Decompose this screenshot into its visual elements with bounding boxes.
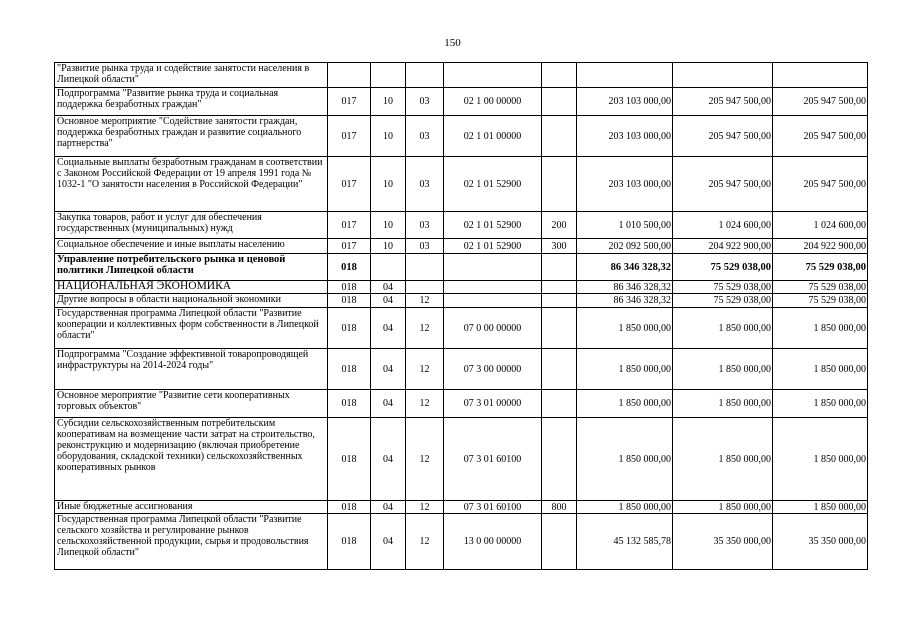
table-row (55, 308, 868, 349)
amount-year-1: 1 850 000,00 (577, 308, 673, 349)
expense-type-code: 200 (542, 212, 577, 239)
target-article-code: 02 1 00 00000 (444, 88, 542, 116)
subsection-code: 03 (406, 116, 444, 157)
row-name: Другие вопросы в области национальной экономики (55, 294, 328, 308)
target-article-code: 02 1 01 52900 (444, 212, 542, 239)
row-name: Закупка товаров, работ и услуг для обеспечения государственных (муниципальных) нужд (55, 212, 328, 239)
expense-type-code (542, 514, 577, 570)
section-code (371, 63, 406, 88)
amount-year-3: 205 947 500,00 (773, 116, 868, 157)
amount-year-3: 35 350 000,00 (773, 514, 868, 570)
amount-year-3: 205 947 500,00 (773, 157, 868, 212)
target-article-code: 02 1 01 00000 (444, 116, 542, 157)
row-name: Социальные выплаты безработным гражданам в соответствии с Законом Российской Федерации от 19 апреля 1991 года № 1032-1 "О занятости населения в Российской Федерации" (55, 157, 328, 212)
ministry-code: 018 (328, 254, 371, 281)
table-row (55, 281, 868, 294)
subsection-code: 03 (406, 212, 444, 239)
row-name: Основное мероприятие "Содействие занятости граждан, поддержка безработных граждан и развитие социального партнерства" (55, 116, 328, 157)
row-name: Государственная программа Липецкой области "Развитие сельского хозяйства и регулирование рынков сельскохозяйственной продукции, сырья и продовольствия Липецкой области" (55, 514, 328, 570)
ministry-code: 018 (328, 501, 371, 514)
ministry-code: 018 (328, 281, 371, 294)
table-row (55, 390, 868, 418)
section-code: 10 (371, 88, 406, 116)
amount-year-2: 1 850 000,00 (673, 390, 773, 418)
table-row (55, 239, 868, 254)
page-number: 150 (444, 37, 461, 49)
amount-year-2: 1 850 000,00 (673, 308, 773, 349)
ministry-code: 017 (328, 116, 371, 157)
budget-table (54, 62, 868, 570)
expense-type-code (542, 157, 577, 212)
ministry-code (328, 63, 371, 88)
amount-year-1: 1 850 000,00 (577, 418, 673, 501)
target-article-code: 02 1 01 52900 (444, 157, 542, 212)
target-article-code (444, 281, 542, 294)
amount-year-2: 1 850 000,00 (673, 349, 773, 390)
amount-year-1: 86 346 328,32 (577, 254, 673, 281)
target-article-code: 07 3 01 60100 (444, 501, 542, 514)
subsection-code: 03 (406, 88, 444, 116)
target-article-code (444, 63, 542, 88)
section-code: 04 (371, 418, 406, 501)
row-name: Подпрограмма "Развитие рынка труда и социальная поддержка безработных граждан" (55, 88, 328, 116)
section-code: 10 (371, 239, 406, 254)
section-code: 04 (371, 294, 406, 308)
section-code: 04 (371, 308, 406, 349)
amount-year-3: 1 024 600,00 (773, 212, 868, 239)
amount-year-2: 75 529 038,00 (673, 294, 773, 308)
section-code: 04 (371, 514, 406, 570)
amount-year-1: 86 346 328,32 (577, 281, 673, 294)
subsection-code (406, 254, 444, 281)
section-code: 10 (371, 212, 406, 239)
amount-year-1: 203 103 000,00 (577, 116, 673, 157)
expense-type-code (542, 254, 577, 281)
subsection-code: 12 (406, 294, 444, 308)
ministry-code: 018 (328, 349, 371, 390)
amount-year-2: 1 850 000,00 (673, 501, 773, 514)
section-code: 10 (371, 116, 406, 157)
expense-type-code (542, 88, 577, 116)
ministry-code: 017 (328, 212, 371, 239)
ministry-code: 017 (328, 239, 371, 254)
expense-type-code (542, 349, 577, 390)
amount-year-1: 203 103 000,00 (577, 88, 673, 116)
row-name: Управление потребительского рынка и ценовой политики Липецкой области (55, 254, 328, 281)
subsection-code: 03 (406, 157, 444, 212)
subsection-code: 12 (406, 514, 444, 570)
amount-year-1: 1 850 000,00 (577, 501, 673, 514)
amount-year-1: 1 850 000,00 (577, 390, 673, 418)
section-code: 04 (371, 349, 406, 390)
amount-year-1 (577, 63, 673, 88)
ministry-code: 018 (328, 418, 371, 501)
ministry-code: 017 (328, 88, 371, 116)
amount-year-2 (673, 63, 773, 88)
subsection-code (406, 281, 444, 294)
table-row (55, 514, 868, 570)
subsection-code: 12 (406, 349, 444, 390)
ministry-code: 018 (328, 514, 371, 570)
amount-year-2: 75 529 038,00 (673, 254, 773, 281)
subsection-code: 12 (406, 308, 444, 349)
row-name: Социальное обеспечение и иные выплаты населению (55, 239, 328, 254)
table-row (55, 157, 868, 212)
amount-year-2: 35 350 000,00 (673, 514, 773, 570)
subsection-code: 12 (406, 390, 444, 418)
table-row (55, 349, 868, 390)
target-article-code: 07 3 01 00000 (444, 390, 542, 418)
row-name: Субсидии сельскохозяйственным потребительским кооперативам на возмещение части затрат на строительство, реконструкцию и модернизацию (включая приобретение оборудования, складской техники) сельскохозяйственных кооперативных рынков (55, 418, 328, 501)
subsection-code: 03 (406, 239, 444, 254)
target-article-code: 07 3 01 60100 (444, 418, 542, 501)
ministry-code: 018 (328, 294, 371, 308)
table-row (55, 212, 868, 239)
row-name: "Развитие рынка труда и содействие занятости населения в Липецкой области" (55, 63, 328, 88)
expense-type-code: 300 (542, 239, 577, 254)
amount-year-3: 75 529 038,00 (773, 254, 868, 281)
ministry-code: 018 (328, 390, 371, 418)
row-name: Основное мероприятие "Развитие сети кооперативных торговых объектов" (55, 390, 328, 418)
subsection-code (406, 63, 444, 88)
amount-year-1: 203 103 000,00 (577, 157, 673, 212)
expense-type-code (542, 390, 577, 418)
ministry-code: 018 (328, 308, 371, 349)
row-name: НАЦИОНАЛЬНАЯ ЭКОНОМИКА (55, 281, 328, 294)
expense-type-code (542, 281, 577, 294)
section-code: 04 (371, 501, 406, 514)
amount-year-1: 86 346 328,32 (577, 294, 673, 308)
row-name: Государственная программа Липецкой области "Развитие кооперации и коллективных форм собственности в Липецкой области" (55, 308, 328, 349)
row-name: Подпрограмма "Создание эффективной товаропроводящей инфраструктуры на 2014-2024 годы" (55, 349, 328, 390)
amount-year-2: 205 947 500,00 (673, 88, 773, 116)
target-article-code: 13 0 00 00000 (444, 514, 542, 570)
amount-year-3: 1 850 000,00 (773, 308, 868, 349)
target-article-code: 07 3 00 00000 (444, 349, 542, 390)
expense-type-code (542, 294, 577, 308)
amount-year-2: 1 024 600,00 (673, 212, 773, 239)
amount-year-2: 205 947 500,00 (673, 116, 773, 157)
subsection-code: 12 (406, 418, 444, 501)
table-row (55, 88, 868, 116)
amount-year-3: 1 850 000,00 (773, 390, 868, 418)
target-article-code: 02 1 01 52900 (444, 239, 542, 254)
amount-year-2: 205 947 500,00 (673, 157, 773, 212)
expense-type-code (542, 418, 577, 501)
amount-year-3: 1 850 000,00 (773, 418, 868, 501)
subsection-code: 12 (406, 501, 444, 514)
amount-year-2: 75 529 038,00 (673, 281, 773, 294)
amount-year-3: 1 850 000,00 (773, 501, 868, 514)
target-article-code (444, 254, 542, 281)
amount-year-2: 204 922 900,00 (673, 239, 773, 254)
amount-year-2: 1 850 000,00 (673, 418, 773, 501)
amount-year-1: 202 092 500,00 (577, 239, 673, 254)
ministry-code: 017 (328, 157, 371, 212)
amount-year-3: 75 529 038,00 (773, 294, 868, 308)
table-row (55, 254, 868, 281)
table-row (55, 116, 868, 157)
section-code: 10 (371, 157, 406, 212)
target-article-code: 07 0 00 00000 (444, 308, 542, 349)
amount-year-3 (773, 63, 868, 88)
expense-type-code (542, 308, 577, 349)
table-row (55, 501, 868, 514)
amount-year-1: 1 850 000,00 (577, 349, 673, 390)
section-code (371, 254, 406, 281)
row-name: Иные бюджетные ассигнования (55, 501, 328, 514)
table-row (55, 294, 868, 308)
expense-type-code: 800 (542, 501, 577, 514)
amount-year-3: 75 529 038,00 (773, 281, 868, 294)
amount-year-1: 45 132 585,78 (577, 514, 673, 570)
amount-year-1: 1 010 500,00 (577, 212, 673, 239)
section-code: 04 (371, 390, 406, 418)
expense-type-code (542, 63, 577, 88)
amount-year-3: 205 947 500,00 (773, 88, 868, 116)
expense-type-code (542, 116, 577, 157)
table-row (55, 63, 868, 88)
table-row (55, 418, 868, 501)
amount-year-3: 1 850 000,00 (773, 349, 868, 390)
target-article-code (444, 294, 542, 308)
amount-year-3: 204 922 900,00 (773, 239, 868, 254)
section-code: 04 (371, 281, 406, 294)
